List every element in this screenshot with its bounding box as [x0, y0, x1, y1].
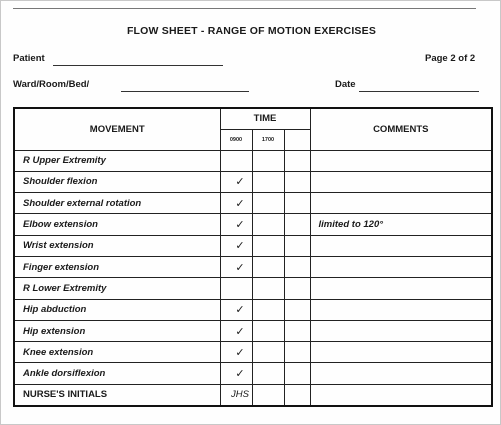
time-slot-blank	[284, 129, 310, 150]
comment-cell[interactable]	[310, 363, 492, 384]
movement-row	[14, 256, 492, 277]
section-row	[14, 278, 492, 299]
movement-row	[14, 214, 492, 235]
time-cell-1700[interactable]	[252, 278, 284, 299]
check-0900[interactable]: ✓	[220, 256, 252, 277]
check-extra[interactable]	[284, 320, 310, 341]
comment-cell[interactable]	[310, 171, 492, 192]
nurse-initials-1700[interactable]	[252, 384, 284, 405]
comment-cell[interactable]	[310, 299, 492, 320]
movement-name: Elbow extension	[14, 214, 220, 235]
nurse-initials-row	[14, 384, 492, 405]
comments-header: COMMENTS	[310, 108, 492, 150]
check-0900[interactable]: ✓	[220, 193, 252, 214]
movement-row	[14, 299, 492, 320]
check-1700[interactable]	[252, 214, 284, 235]
comment-cell[interactable]	[310, 193, 492, 214]
movement-name: Shoulder external rotation	[14, 193, 220, 214]
movement-row	[14, 171, 492, 192]
movement-row	[14, 342, 492, 363]
check-extra[interactable]	[284, 299, 310, 320]
patient-label: Patient	[13, 53, 45, 64]
check-0900[interactable]: ✓	[220, 363, 252, 384]
check-extra[interactable]	[284, 235, 310, 256]
time-cell-0900[interactable]	[220, 150, 252, 171]
time-slot-1700: 1700	[252, 129, 284, 150]
check-extra[interactable]	[284, 171, 310, 192]
page-indicator: Page 2 of 2	[425, 53, 476, 64]
check-0900[interactable]: ✓	[220, 342, 252, 363]
check-extra[interactable]	[284, 214, 310, 235]
check-extra[interactable]	[284, 342, 310, 363]
check-1700[interactable]	[252, 171, 284, 192]
comment-cell[interactable]: limited to 120°	[310, 214, 492, 235]
movement-row	[14, 363, 492, 384]
movement-name: Shoulder flexion	[14, 171, 220, 192]
rom-table	[13, 107, 493, 407]
comment-cell[interactable]	[310, 320, 492, 341]
check-1700[interactable]	[252, 299, 284, 320]
comment-cell[interactable]	[310, 256, 492, 277]
time-header: TIME	[220, 108, 310, 129]
time-cell-extra[interactable]	[284, 150, 310, 171]
nurse-comment-cell[interactable]	[310, 384, 492, 405]
check-0900[interactable]: ✓	[220, 171, 252, 192]
top-rule	[13, 8, 476, 9]
check-1700[interactable]	[252, 256, 284, 277]
comment-cell[interactable]	[310, 278, 492, 299]
movement-name: Hip extension	[14, 320, 220, 341]
check-0900[interactable]: ✓	[220, 235, 252, 256]
nurse-initials-extra[interactable]	[284, 384, 310, 405]
check-extra[interactable]	[284, 193, 310, 214]
movement-name: Ankle dorsiflexion	[14, 363, 220, 384]
section-row	[14, 150, 492, 171]
patient-field[interactable]	[53, 65, 223, 66]
movement-row	[14, 193, 492, 214]
date-field[interactable]	[359, 91, 479, 92]
movement-name: Hip abduction	[14, 299, 220, 320]
ward-label: Ward/Room/Bed/	[13, 79, 90, 90]
check-1700[interactable]	[252, 193, 284, 214]
movement-name: Finger extension	[14, 256, 220, 277]
check-1700[interactable]	[252, 342, 284, 363]
comment-cell[interactable]	[310, 342, 492, 363]
check-1700[interactable]	[252, 235, 284, 256]
date-label: Date	[335, 79, 356, 90]
check-0900[interactable]: ✓	[220, 320, 252, 341]
check-0900[interactable]: ✓	[220, 299, 252, 320]
check-1700[interactable]	[252, 320, 284, 341]
movement-row	[14, 320, 492, 341]
nurse-initials-label: NURSE'S INITIALS	[14, 384, 220, 405]
time-cell-1700[interactable]	[252, 150, 284, 171]
time-cell-0900[interactable]	[220, 278, 252, 299]
ward-field[interactable]	[121, 91, 249, 92]
check-1700[interactable]	[252, 363, 284, 384]
comment-cell[interactable]	[310, 235, 492, 256]
movement-name: Wrist extension	[14, 235, 220, 256]
check-extra[interactable]	[284, 256, 310, 277]
movement-name: Knee extension	[14, 342, 220, 363]
time-slot-0900: 0900	[220, 129, 252, 150]
movement-row	[14, 235, 492, 256]
section-title: R Upper Extremity	[14, 150, 220, 171]
time-cell-extra[interactable]	[284, 278, 310, 299]
movement-header: MOVEMENT	[14, 108, 220, 150]
header-row	[14, 108, 492, 129]
section-title: R Lower Extremity	[14, 278, 220, 299]
comment-cell[interactable]	[310, 150, 492, 171]
form-title: FLOW SHEET - RANGE OF MOTION EXERCISES	[126, 25, 377, 37]
check-0900[interactable]: ✓	[220, 214, 252, 235]
check-extra[interactable]	[284, 363, 310, 384]
nurse-initials-0900[interactable]: JHS	[220, 384, 252, 405]
